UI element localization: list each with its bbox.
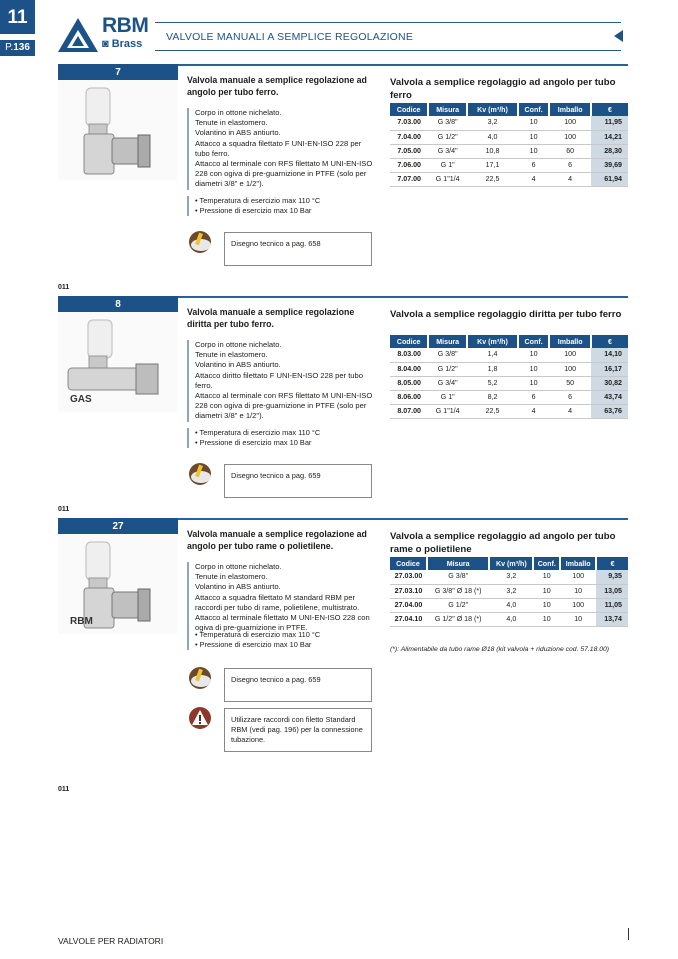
pack-cell: 60 — [549, 144, 591, 158]
brand-sub-text: Brass — [111, 38, 143, 50]
pack-cell: 100 — [549, 130, 591, 144]
table-row — [390, 598, 628, 612]
size-cell: G 1/2" — [428, 362, 467, 376]
table-row — [390, 584, 628, 598]
table-row — [390, 390, 628, 404]
pack-cell: 4 — [549, 172, 591, 186]
kv-cell: 8,2 — [467, 390, 518, 404]
conf-cell: 6 — [518, 390, 549, 404]
note-box: Disegno tecnico a pag. 659 — [224, 464, 372, 498]
spec-item: • Pressione di esercizio max 10 Bar — [195, 640, 312, 649]
size-cell: G 3/4" — [428, 144, 467, 158]
pack-cell: 10 — [560, 612, 596, 626]
table-row — [390, 116, 628, 130]
footer-divider — [628, 928, 629, 940]
conf-cell: 10 — [518, 362, 549, 376]
table-row — [390, 570, 628, 584]
spec-text: Temperatura di esercizio max 110 °C — [199, 196, 321, 205]
pack-cell: 50 — [549, 376, 591, 390]
page-number-value: 136 — [13, 42, 30, 53]
product-image — [58, 312, 178, 412]
spec-text: Pressione di esercizio max 10 Bar — [199, 640, 312, 649]
note-box: Utilizzare raccordi con filetto Standard RBM (vedi pag. 196) per la connessione tubazione. — [224, 708, 372, 752]
kv-cell: 3,2 — [467, 116, 518, 130]
column-header: Imballo — [549, 335, 591, 348]
product-image — [58, 534, 178, 634]
code-label: 011 — [58, 284, 70, 291]
column-header: Codice — [390, 557, 427, 570]
column-header: € — [591, 103, 628, 116]
price-table — [390, 335, 628, 419]
pack-cell: 100 — [560, 598, 596, 612]
conf-cell: 6 — [518, 158, 549, 172]
product-description: Corpo in ottone nichelato. Tenute in elastomero. Volantino in ABS antiurto. Attacco a squadra filettato M standard RBM per raccordi per tubo di rame, polietilene, multistrato. Attacco al terminale filettato M UNI-EN-ISO 228 con ogiva di pre-guarnizione in PTFE. — [187, 562, 377, 633]
code-cell: 7.03.00 — [390, 116, 428, 130]
product-title: Valvola manuale a semplice regolazione diritta per tubo ferro. — [187, 307, 355, 329]
column-header: € — [591, 335, 628, 348]
spec-item: • Temperatura di esercizio max 110 °C — [195, 196, 321, 205]
table-row — [390, 348, 628, 362]
table-row — [390, 612, 628, 626]
size-cell: G 1/2" — [427, 598, 489, 612]
page-prefix: P. — [5, 42, 14, 53]
spec-item: • Temperatura di esercizio max 110 °C — [195, 630, 321, 639]
conf-cell: 10 — [518, 348, 549, 362]
kv-cell: 1,4 — [467, 348, 518, 362]
note-box: Disegno tecnico a pag. 659 — [224, 668, 372, 702]
technical-drawing-icon — [188, 462, 212, 486]
column-header: Misura — [428, 335, 467, 348]
size-cell: G 1"1/4 — [428, 172, 467, 186]
header-line-bottom — [155, 50, 621, 51]
section-number: 27 — [58, 518, 178, 534]
kv-cell: 4,0 — [467, 130, 518, 144]
size-cell: G 3/8" Ø 18 (*) — [427, 584, 489, 598]
column-header: Conf. — [518, 335, 549, 348]
code-cell: 8.05.00 — [390, 376, 428, 390]
kv-cell: 3,2 — [489, 584, 533, 598]
conf-cell: 10 — [518, 144, 549, 158]
spec-item: • Temperatura di esercizio max 110 °C — [195, 428, 321, 437]
back-arrow-icon[interactable] — [614, 30, 623, 42]
size-cell: G 3/8" — [427, 570, 489, 584]
pack-cell: 100 — [549, 348, 591, 362]
spec-text: Temperatura di esercizio max 110 °C — [199, 428, 321, 437]
column-header: Codice — [390, 103, 428, 116]
code-cell: 27.03.10 — [390, 584, 427, 598]
pack-cell: 100 — [549, 116, 591, 130]
price-cell: 13,74 — [596, 612, 628, 626]
code-cell: 8.06.00 — [390, 390, 428, 404]
column-header: € — [596, 557, 628, 570]
spec-text: Temperatura di esercizio max 110 °C — [199, 630, 321, 639]
spec-item: • Pressione di esercizio max 10 Bar — [195, 206, 312, 215]
price-cell: 28,30 — [591, 144, 628, 158]
kv-cell: 4,0 — [489, 598, 533, 612]
code-cell: 8.07.00 — [390, 404, 428, 418]
code-cell: 7.05.00 — [390, 144, 428, 158]
table-row — [390, 376, 628, 390]
code-cell: 7.06.00 — [390, 158, 428, 172]
column-header: Imballo — [560, 557, 596, 570]
section-number: 8 — [58, 296, 178, 312]
column-header: Misura — [428, 103, 467, 116]
price-cell: 13,05 — [596, 584, 628, 598]
conf-cell: 4 — [518, 404, 549, 418]
code-cell: 27.04.00 — [390, 598, 427, 612]
column-header: Conf. — [533, 557, 560, 570]
size-cell: G 1/2" Ø 18 (*) — [427, 612, 489, 626]
code-cell: 8.03.00 — [390, 348, 428, 362]
table-header-row — [390, 103, 628, 116]
conf-cell: 10 — [533, 598, 560, 612]
table-title: Valvola a semplice regolaggio ad angolo per tubo ferro — [390, 77, 616, 101]
header-title: VALVOLE MANUALI A SEMPLICE REGOLAZIONE — [166, 31, 414, 43]
pack-cell: 10 — [560, 584, 596, 598]
brand-logo — [56, 16, 156, 56]
section-number: 7 — [58, 64, 178, 80]
product-title: Valvola manuale a semplice regolazione ad angolo per tubo rame o polietilene. — [187, 529, 367, 551]
product-image — [58, 80, 178, 180]
brand-name: RBM — [102, 14, 149, 37]
kv-cell: 17,1 — [467, 158, 518, 172]
technical-drawing-icon — [188, 230, 212, 254]
product-image-label: GAS — [70, 394, 92, 405]
spec-item: • Pressione di esercizio max 10 Bar — [195, 438, 312, 447]
column-header: Conf. — [518, 103, 549, 116]
column-header: Codice — [390, 335, 428, 348]
column-header: Misura — [427, 557, 489, 570]
table-title: Valvola a semplice regolaggio ad angolo per tubo rame o polietilene — [390, 531, 616, 555]
conf-cell: 10 — [518, 130, 549, 144]
code-cell: 7.04.00 — [390, 130, 428, 144]
price-cell: 30,82 — [591, 376, 628, 390]
column-header: Kv (m³/h) — [489, 557, 533, 570]
table-row — [390, 144, 628, 158]
pack-cell: 6 — [549, 390, 591, 404]
code-cell: 27.03.00 — [390, 570, 427, 584]
kv-cell: 5,2 — [467, 376, 518, 390]
kv-cell: 22,5 — [467, 172, 518, 186]
technical-drawing-icon — [188, 666, 212, 690]
code-cell: 8.04.00 — [390, 362, 428, 376]
chapter-tab: 11 — [0, 0, 35, 34]
price-cell: 14,10 — [591, 348, 628, 362]
conf-cell: 4 — [518, 172, 549, 186]
price-table — [390, 557, 628, 627]
product-title: Valvola manuale a semplice regolazione ad angolo per tubo ferro. — [187, 75, 367, 97]
note-box: Disegno tecnico a pag. 658 — [224, 232, 372, 266]
size-cell: G 1/2" — [428, 130, 467, 144]
code-label: 011 — [58, 786, 70, 793]
conf-cell: 10 — [533, 584, 560, 598]
logo-triangle-icon — [56, 16, 100, 54]
kv-cell: 3,2 — [489, 570, 533, 584]
price-cell: 11,05 — [596, 598, 628, 612]
conf-cell: 10 — [533, 612, 560, 626]
table-row — [390, 130, 628, 144]
specs-list — [187, 428, 320, 448]
code-cell: 7.07.00 — [390, 172, 428, 186]
conf-cell: 10 — [518, 376, 549, 390]
table-row — [390, 172, 628, 186]
price-cell: 39,69 — [591, 158, 628, 172]
price-cell: 43,74 — [591, 390, 628, 404]
warning-icon — [188, 706, 212, 730]
size-cell: G 3/8" — [428, 116, 467, 130]
conf-cell: 10 — [518, 116, 549, 130]
table-title: Valvola a semplice regolaggio diritta per tubo ferro — [390, 309, 622, 320]
kv-cell: 10,8 — [467, 144, 518, 158]
product-description: Corpo in ottone nichelato. Tenute in elastomero. Volantino in ABS antiurto. Attacco a squadra filettato F UNI-EN-ISO 228 per tubo ferro. Attacco al terminale con RFS filettato M UNI-EN-ISO 228 con ogiva di pre-guarnizione in PTFE (solo per diametri 3/8" e 1/2"). — [187, 108, 377, 190]
spec-text: Pressione di esercizio max 10 Bar — [199, 206, 312, 215]
price-cell: 61,94 — [591, 172, 628, 186]
footer-title: VALVOLE PER RADIATORI — [58, 936, 164, 946]
code-label: 011 — [58, 506, 70, 513]
kv-cell: 22,5 — [467, 404, 518, 418]
size-cell: G 3/4" — [428, 376, 467, 390]
pack-cell: 100 — [560, 570, 596, 584]
column-header: Kv (m³/h) — [467, 103, 518, 116]
pack-cell: 4 — [549, 404, 591, 418]
code-cell: 27.04.10 — [390, 612, 427, 626]
page-number — [0, 40, 35, 56]
price-table — [390, 103, 628, 187]
header-line-top — [155, 22, 621, 23]
table-header-row — [390, 335, 628, 348]
specs-list — [187, 630, 320, 650]
price-cell: 14,21 — [591, 130, 628, 144]
pack-cell: 100 — [549, 362, 591, 376]
size-cell: G 1"1/4 — [428, 404, 467, 418]
kv-cell: 1,8 — [467, 362, 518, 376]
price-cell: 9,35 — [596, 570, 628, 584]
spec-text: Pressione di esercizio max 10 Bar — [199, 438, 312, 447]
specs-list — [187, 196, 320, 216]
pack-cell: 6 — [549, 158, 591, 172]
product-description: Corpo in ottone nichelato. Tenute in elastomero. Volantino in ABS antiurto. Attacco diritto filettato F UNI-EN-ISO 228 per tubo ferro. Attacco al terminale con RFS filettato M UNI-EN-ISO 228 con ogiva di pre-guarnizione in PTFE (solo per diametri 3/8" e 1/2"). — [187, 340, 377, 422]
price-cell: 63,76 — [591, 404, 628, 418]
table-footnote: (*): Alimentabile da tubo rame Ø18 (kit valvola + riduzione cod. 57.18.00) — [390, 646, 610, 653]
table-header-row — [390, 557, 628, 570]
size-cell: G 1" — [428, 158, 467, 172]
column-header: Kv (m³/h) — [467, 335, 518, 348]
kv-cell: 4,0 — [489, 612, 533, 626]
product-image-label: RBM — [70, 616, 93, 627]
price-cell: 11,95 — [591, 116, 628, 130]
table-row — [390, 362, 628, 376]
conf-cell: 10 — [533, 570, 560, 584]
table-row — [390, 158, 628, 172]
price-cell: 16,17 — [591, 362, 628, 376]
table-row — [390, 404, 628, 418]
column-header: Imballo — [549, 103, 591, 116]
size-cell: G 3/8" — [428, 348, 467, 362]
brand-sub: ◙ Brass — [102, 38, 143, 50]
size-cell: G 1" — [428, 390, 467, 404]
